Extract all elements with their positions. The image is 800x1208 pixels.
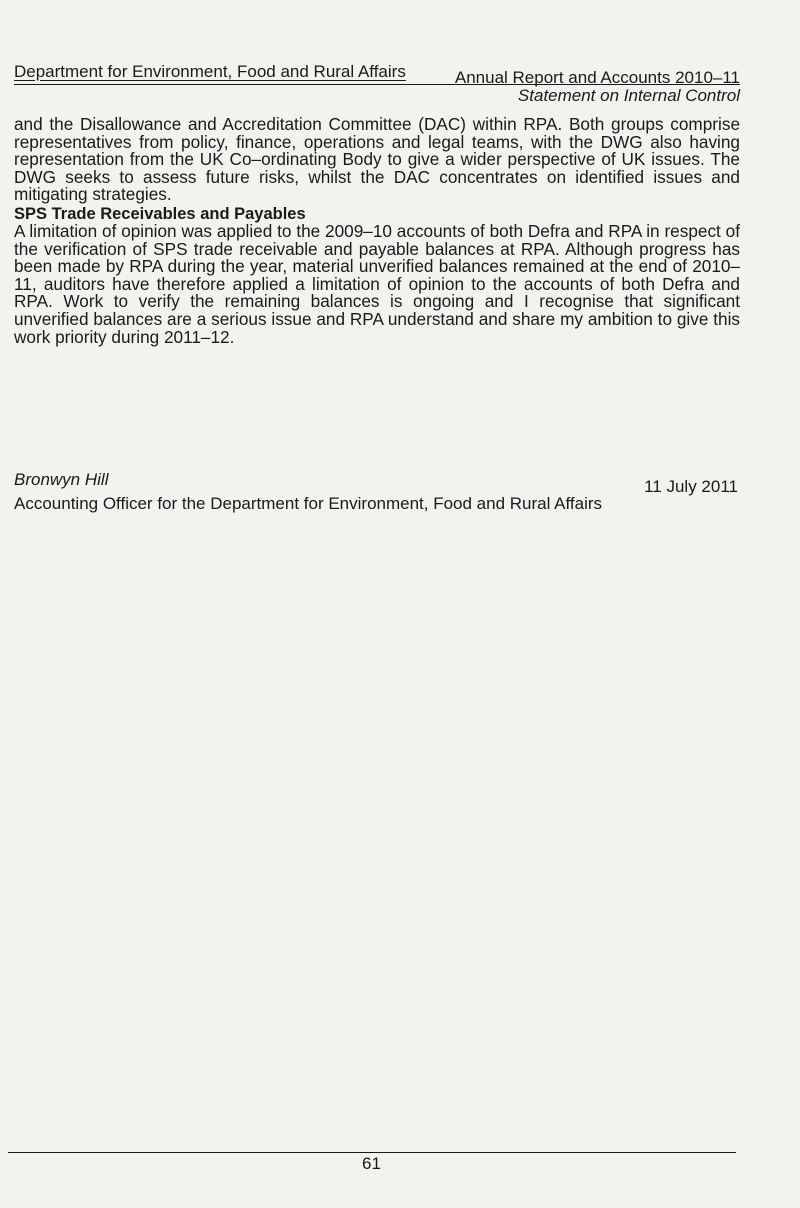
body-paragraph-1: and the Disallowance and Accreditation Committee (DAC) within RPA. Both groups comprise representatives from policy, finance, operations and legal teams, with the DWG also having representation from the UK Co–ordinating Body to give a wider perspective of UK issues. The DWG seeks to assess future risks, whilst the DAC concentrates on identified issues and mitigating strategies.: [14, 114, 740, 205]
report-title: Annual Report and Accounts 2010–11: [454, 68, 740, 87]
body-paragraph-2: A limitation of opinion was applied to the 2009–10 accounts of both Defra and RPA in respect of the verification of SPS trade receivable and payable balances at RPA. Although progress has been made by RPA during the year, material unverified balances remained at the end of 2010–11, auditors have therefore applied a limitation of opinion to the accounts of both Defra and RPA. Work to verify the remaining balances is ongoing and I recognise that significant unverified balances are a serious issue and RPA understand and share my ambition to give this work priority during 2011–12.: [14, 221, 740, 347]
department-name: Department for Environment, Food and Rural Affairs: [14, 62, 406, 81]
footer-divider: [8, 1152, 736, 1153]
signature-date: 11 July 2011: [644, 477, 738, 496]
signer-title: Accounting Officer for the Department for Environment, Food and Rural Affairs: [14, 494, 603, 513]
page-number: 61: [362, 1154, 381, 1173]
section-title: Statement on Internal Control: [517, 86, 740, 105]
section-heading: SPS Trade Receivables and Payables: [14, 205, 306, 223]
page-header: [14, 60, 740, 85]
signer-name: Bronwyn Hill: [14, 470, 109, 489]
